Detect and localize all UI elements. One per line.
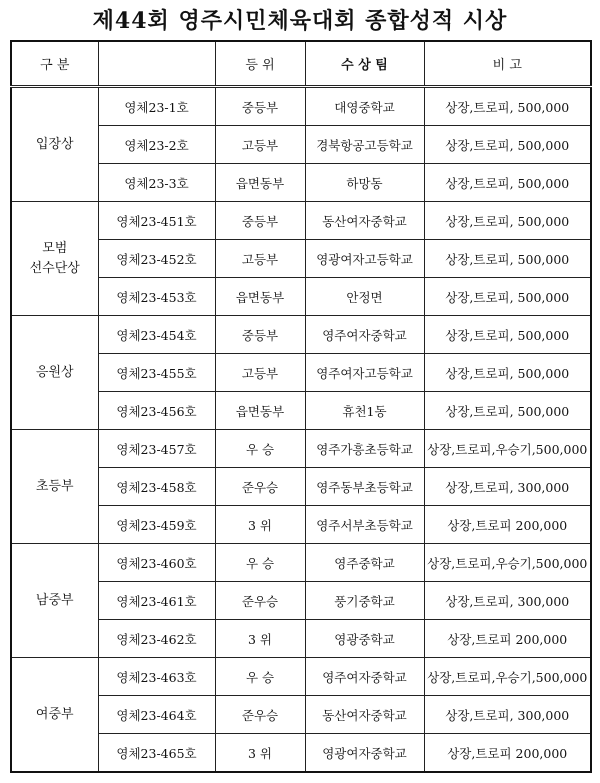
award-number: 영체23-2호: [98, 126, 215, 164]
group-label: 응원상: [11, 316, 98, 430]
rank-cell: 고등부: [215, 354, 305, 392]
award-number: 영체23-458호: [98, 468, 215, 506]
rank-cell: 중등부: [215, 87, 305, 126]
table-row: [11, 392, 591, 430]
winner-cell: 안정면: [305, 278, 424, 316]
award-number: 영체23-456호: [98, 392, 215, 430]
winner-cell: 동산여자중학교: [305, 202, 424, 240]
winner-cell: 영주동부초등학교: [305, 468, 424, 506]
winner-cell: 풍기중학교: [305, 582, 424, 620]
note-cell: 상장,트로피,우승기,500,000: [424, 544, 591, 582]
table-row: [11, 582, 591, 620]
winner-cell: 경북항공고등학교: [305, 126, 424, 164]
group-label: 남중부: [11, 544, 98, 658]
winner-cell: 영주여자중학교: [305, 316, 424, 354]
note-cell: 상장,트로피,우승기,500,000: [424, 658, 591, 696]
rank-cell: 우 승: [215, 544, 305, 582]
award-number: 영체23-455호: [98, 354, 215, 392]
rank-cell: 중등부: [215, 202, 305, 240]
winner-cell: 영주여자고등학교: [305, 354, 424, 392]
note-cell: 상장,트로피 200,000: [424, 620, 591, 658]
rank-cell: 중등부: [215, 316, 305, 354]
rank-cell: 읍면동부: [215, 392, 305, 430]
note-cell: 상장,트로피, 500,000: [424, 392, 591, 430]
rank-cell: 준우승: [215, 468, 305, 506]
note-cell: 상장,트로피, 500,000: [424, 240, 591, 278]
header-note: 비 고: [424, 41, 591, 87]
note-cell: 상장,트로피,우승기,500,000: [424, 430, 591, 468]
award-number: 영체23-461호: [98, 582, 215, 620]
winner-cell: 영광여자고등학교: [305, 240, 424, 278]
rank-cell: 3 위: [215, 734, 305, 773]
table-row: [11, 696, 591, 734]
award-number: 영체23-454호: [98, 316, 215, 354]
header-number: [98, 41, 215, 87]
award-number: 영체23-1호: [98, 87, 215, 126]
award-number: 영체23-462호: [98, 620, 215, 658]
table-row: [11, 468, 591, 506]
table-row: [11, 620, 591, 658]
winner-cell: 영주여자중학교: [305, 658, 424, 696]
award-number: 영체23-463호: [98, 658, 215, 696]
group-label: 초등부: [11, 430, 98, 544]
page-title: 제44회 영주시민체육대회 종합성적 시상: [92, 8, 508, 34]
winner-cell: 영주서부초등학교: [305, 506, 424, 544]
note-cell: 상장,트로피, 300,000: [424, 468, 591, 506]
table-row: [11, 240, 591, 278]
group-label: 입장상: [11, 87, 98, 202]
note-cell: 상장,트로피, 300,000: [424, 582, 591, 620]
table-row: [11, 278, 591, 316]
table-row: [11, 126, 591, 164]
winner-cell: 영광여자중학교: [305, 734, 424, 773]
table-row: [11, 658, 591, 696]
table-row: [11, 544, 591, 582]
rank-cell: 우 승: [215, 430, 305, 468]
results-table: [10, 40, 592, 773]
award-number: 영체23-452호: [98, 240, 215, 278]
table-row: [11, 354, 591, 392]
winner-cell: 대영중학교: [305, 87, 424, 126]
award-number: 영체23-459호: [98, 506, 215, 544]
note-cell: 상장,트로피, 500,000: [424, 278, 591, 316]
table-row: [11, 87, 591, 126]
award-number: 영체23-464호: [98, 696, 215, 734]
table-row: [11, 430, 591, 468]
winner-cell: 영광중학교: [305, 620, 424, 658]
table-row: [11, 202, 591, 240]
note-cell: 상장,트로피, 500,000: [424, 164, 591, 202]
winner-cell: 하망동: [305, 164, 424, 202]
note-cell: 상장,트로피, 500,000: [424, 126, 591, 164]
rank-cell: 준우승: [215, 696, 305, 734]
note-cell: 상장,트로피, 300,000: [424, 696, 591, 734]
table-row: [11, 316, 591, 354]
rank-cell: 3 위: [215, 506, 305, 544]
rank-cell: 3 위: [215, 620, 305, 658]
winner-cell: 영주가흥초등학교: [305, 430, 424, 468]
award-number: 영체23-457호: [98, 430, 215, 468]
rank-cell: 읍면동부: [215, 278, 305, 316]
note-cell: 상장,트로피, 500,000: [424, 316, 591, 354]
rank-cell: 고등부: [215, 126, 305, 164]
note-cell: 상장,트로피, 500,000: [424, 354, 591, 392]
table-row: [11, 164, 591, 202]
rank-cell: 읍면동부: [215, 164, 305, 202]
table-row: [11, 734, 591, 773]
rank-cell: 고등부: [215, 240, 305, 278]
award-number: 영체23-451호: [98, 202, 215, 240]
note-cell: 상장,트로피, 500,000: [424, 202, 591, 240]
winner-cell: 휴천1동: [305, 392, 424, 430]
note-cell: 상장,트로피 200,000: [424, 506, 591, 544]
table-row: [11, 506, 591, 544]
header-category: 구 분: [11, 41, 98, 87]
winner-cell: 영주중학교: [305, 544, 424, 582]
award-number: 영체23-460호: [98, 544, 215, 582]
note-cell: 상장,트로피, 500,000: [424, 87, 591, 126]
note-cell: 상장,트로피 200,000: [424, 734, 591, 773]
rank-cell: 우 승: [215, 658, 305, 696]
winner-cell: 동산여자중학교: [305, 696, 424, 734]
group-label: 여중부: [11, 658, 98, 773]
award-number: 영체23-465호: [98, 734, 215, 773]
award-number: 영체23-453호: [98, 278, 215, 316]
award-number: 영체23-3호: [98, 164, 215, 202]
group-label: 모범 선수단상: [11, 202, 98, 316]
table-header-row: [11, 41, 591, 87]
header-winner: 수 상 팀: [305, 41, 424, 87]
header-rank: 등 위: [215, 41, 305, 87]
rank-cell: 준우승: [215, 582, 305, 620]
